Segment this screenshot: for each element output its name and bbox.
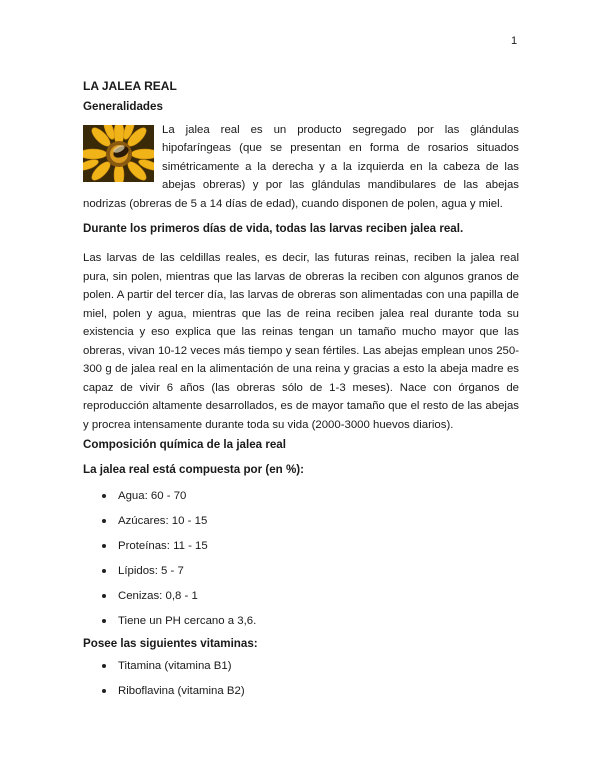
page-number: 1	[511, 35, 518, 47]
list-item: Cenizas: 0,8 - 1	[83, 588, 519, 613]
section-heading-larvas: Durante los primeros días de vida, todas las larvas reciben jalea real.	[83, 222, 464, 235]
section-heading-generalidades: Generalidades	[83, 100, 163, 113]
vitamins-heading: Posee las siguientes vitaminas:	[83, 637, 258, 650]
list-item: Agua: 60 - 70	[83, 488, 519, 513]
list-item: Proteínas: 11 - 15	[83, 538, 519, 563]
section-heading-composicion: Composición química de la jalea real	[83, 438, 286, 451]
intro-paragraph: La jalea real es un producto segregado por las glándulas hipofaríngeas (que se presentan en forma de rosarios situados simétricamente a la derecha y a la izquierda en la cabeza de las abejas obreras) y por las glándulas mandibulares de las abejas nodrizas (obreras de 5 a 14 días de edad), cuando disponen de polen, agua y miel.	[83, 124, 519, 210]
list-item: Lípidos: 5 - 7	[83, 563, 519, 588]
composition-list	[83, 488, 519, 638]
vitamins-list	[83, 658, 519, 708]
list-item: Tiene un PH cercano a 3,6.	[83, 613, 519, 638]
larvae-paragraph: Las larvas de las celdillas reales, es decir, las futuras reinas, reciben la jalea real pura, sin polen, mientras que las larvas de obreras la reciben con algunos granos de polen. A partir del tercer día, las larvas de obreras son alimentadas con una papilla de miel, polen y agua, mientras que las de reina reciben jalea real durante toda su existencia y eso explica que las reinas tengan un tamaño mucho mayor que las obreras, vivan 10-12 veces más tiempo y sean fértiles. Las abejas emplean unos 250-300 g de jalea real en la alimentación de una reina y gracias a esto la abeja madre es capaz de vivir 6 años (las obreras sólo de 1-3 meses). Nace con órganos de reproducción altamente desarrollados, es de mayor tamaño que el resto de las abejas y procrea intensamente durante toda su vida (2000-3000 huevos diarios).	[83, 252, 519, 431]
composition-heading: La jalea real está compuesta por (en %):	[83, 463, 305, 476]
document-title: LA JALEA REAL	[83, 79, 177, 93]
list-item: Azúcares: 10 - 15	[83, 513, 519, 538]
list-item: Titamina (vitamina B1)	[83, 658, 519, 683]
list-item: Riboflavina (vitamina B2)	[83, 683, 519, 708]
